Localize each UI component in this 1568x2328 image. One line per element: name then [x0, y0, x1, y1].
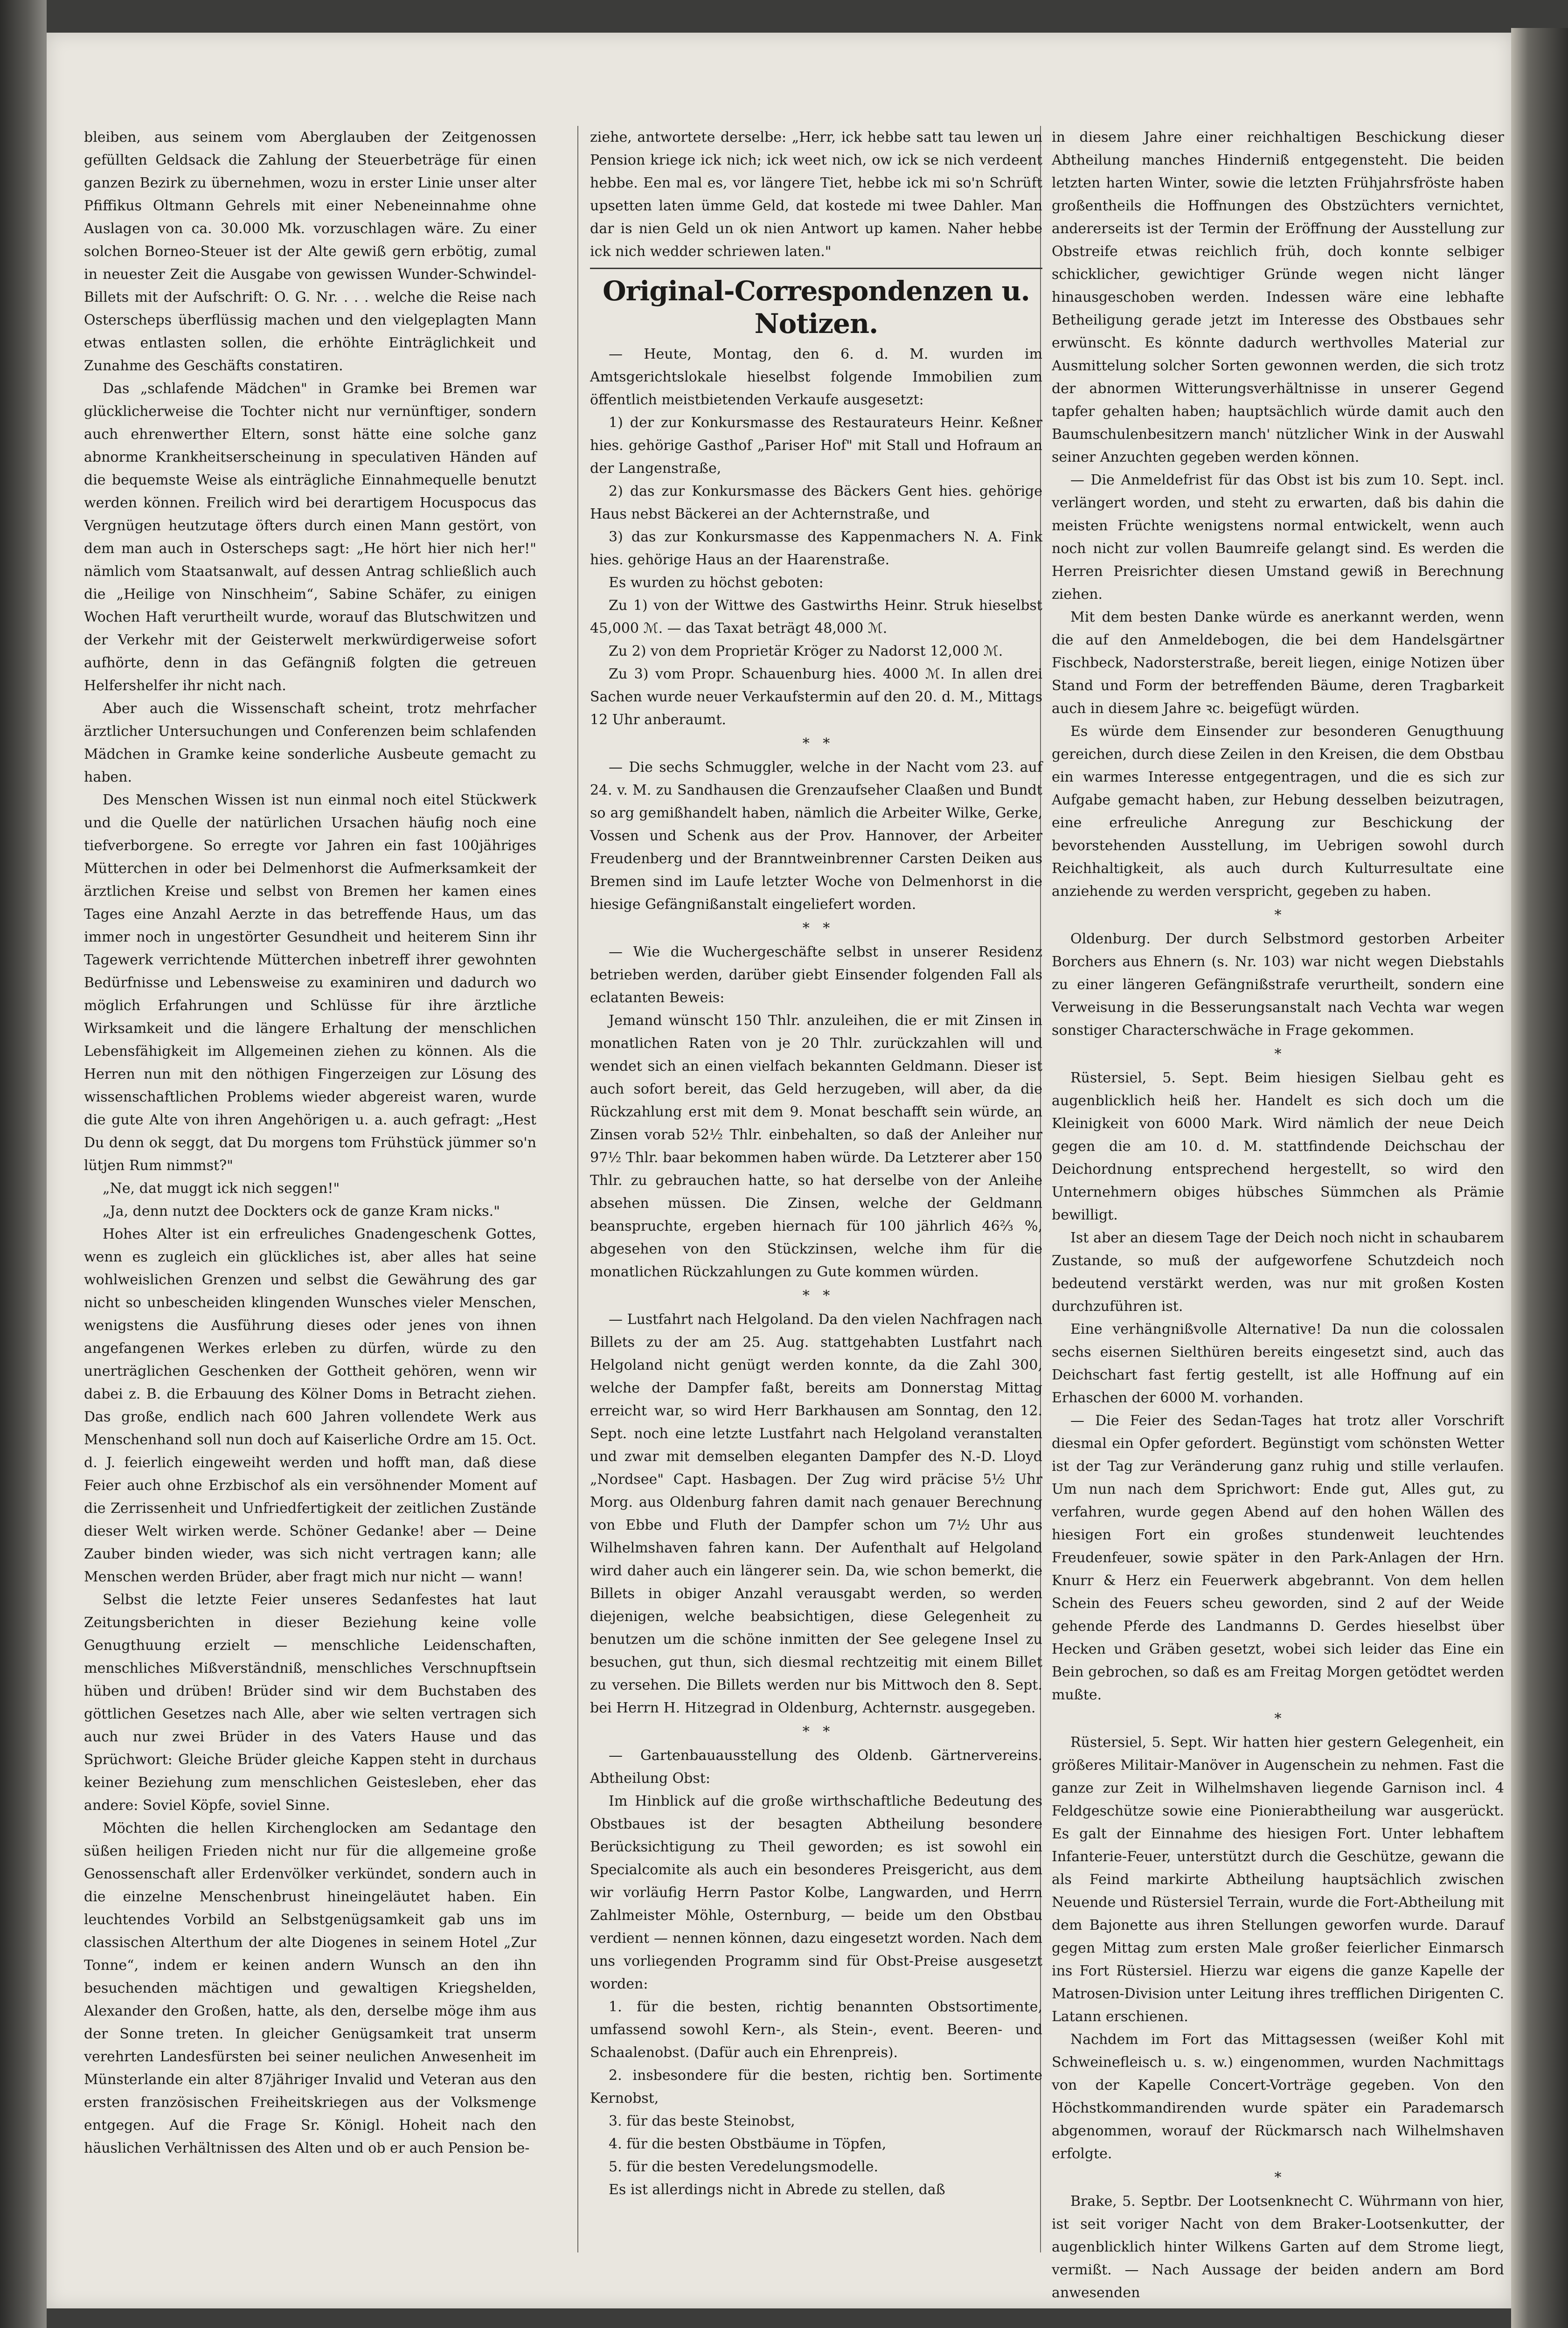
paragraph: Jemand wünscht 150 Thlr. anzuleihen, die er mit Zinsen in monatlichen Raten von je 20 Thlr. zurückzahlen will und wendet sich an einen vielfach bekannten Geldmann. Dieser ist auch sofort bereit, das Geld herzugeben, will aber, da die Rückzahlung erst mit dem 9. Monat beschafft sein würde, an Zinsen vorab 52½ Thlr. einbehalten, so daß der Anleiher nur 97½ Thlr. baar bekommen haben würde. Da Letzterer aber 150 Thlr. zu gebrauchen hatte, so hat derselbe von der Anleihe absehen müssen. Die Zinsen, welche der Geldmann beanspruchte, ergeben hiernach für 100 jährlich 46⅔ %, abgesehen von den Stückzinsen, welche ihm für die monatlichen Rückzahlungen zu Gute kommen würden. [590, 1012, 1042, 1280]
column-rule [577, 126, 578, 2252]
column-left [84, 126, 536, 2252]
paragraph: Nachdem im Fort das Mittagsessen (weißer Kohl mit Schweinefleisch u. s. w.) eingenommen, wurden Nachmittags von der Kapelle Concert-Vorträge gegeben. Von den Höchstkommandirenden wurde später ein Parademarsch abgenommen, worauf der Rückmarsch nach Wilhelmshaven erfolgte. [1052, 2031, 1504, 2162]
paragraph: Zu 1) von der Wittwe des Gastwirths Heinr. Struk hieselbst 45,000 ℳ. — das Taxat beträgt 48,000 ℳ. [590, 597, 1042, 637]
paragraph: — Die Feier des Sedan-Tages hat trotz aller Vorschrift diesmal ein Opfer gefordert. Begünstigt vom schönsten Wetter ist der Tag zur Veränderung ganz ruhig und stille verlaufen. Um nun nach dem Sprichwort: Ende gut, Alles gut, zu verfahren, wurde gegen Abend auf den hohen Wällen des hiesigen Fort ein großes stundenweit leuchtendes Freudenfeuer, sowie später in den Park-Anlagen der Hrn. Knurr & Herz ein Feuerwerk abgebrannt. Von dem hellen Schein des Feuers scheu geworden, sind 2 auf der Weide gehende Pferde des Landmanns D. Gerdes hieselbst über Hecken und Gräben gesetzt, wobei sich leider das Eine ein Bein gebrochen, so daß es am Freitag Morgen getödtet werden mußte. [1052, 1413, 1504, 1703]
paragraph: Mit dem besten Danke würde es anerkannt werden, wenn die auf den Anmeldebogen, die bei dem Handelsgärtner Fischbeck, Nadorsterstraße, bereit liegen, einige Notizen über Stand und Form der betreffenden Bäume, deren Tragbarkeit auch in diesem Jahre ꝛc. beigefügt würden. [1052, 609, 1504, 717]
list-item: 2) das zur Konkursmasse des Bäckers Gent hies. gehörige Haus nebst Bäckerei an der Achternstraße, und [590, 483, 1042, 522]
paragraph: Ist aber an diesem Tage der Deich noch nicht in schaubarem Zustande, so muß der aufgeworfene Schutzdeich noch bedeutend verstärkt werden, was nur mit großen Kosten durchzuführen ist. [1052, 1230, 1504, 1315]
paragraph: — Gartenbauausstellung des Oldenb. Gärtnervereins. Abtheilung Obst: [590, 1747, 1042, 1787]
paragraph: Eine verhängnißvolle Alternative! Da nun die colossalen sechs eisernen Sielthüren bereits eingesetzt sind, auch das Deichschart fast fertig gestellt, ist alle Hoffnung auf ein Erhaschen der 6000 M. vorhanden. [1052, 1321, 1504, 1406]
paragraph: Rüstersiel, 5. Sept. Wir hatten hier gestern Gelegenheit, ein größeres Militair-Manöver in Augenschein zu nehmen. Fast die ganze zur Zeit in Wilhelmshaven liegende Garnison incl. 4 Feldgeschütze sowie eine Pionierabtheilung war ausgerückt. Es galt der Einnahme des hiesigen Fort. Unter lebhaftem Infanterie-Feuer, unterstützt durch die Geschütze, gewann die als Feind markirte Abtheilung hauptsächlich zwischen Neuende und Rüstersiel Terrain, wurde die Fort-Abtheilung mit dem Bajonette aus ihren Stellungen geworfen wurde. Darauf gegen Mittag zum ersten Male großer feierlicher Einmarsch ins Fort Rüstersiel. Hierzu war eigens die ganze Kapelle der Matrosen-Division unter Leitung ihres trefflichen Dirigenten C. Latann erschienen. [1052, 1734, 1504, 2025]
book-spine [0, 0, 47, 2328]
paragraph: Brake, 5. Septbr. Der Lootsenknecht C. Wührmann von hier, ist seit voriger Nacht von dem Braker-Lootsenkutter, der augenblicklich hinter Wilkens Garten auf dem Strome liegt, vermißt. — Nach Aussage der beiden andern am Bord anwesenden [1052, 2193, 1504, 2301]
paragraph: — Die sechs Schmuggler, welche in der Nacht vom 23. auf 24. v. M. zu Sandhausen die Grenzaufseher Claaßen und Bundt so arg gemißhandelt haben, nämlich die Arbeiter Wilke, Gerke, Vossen und Schenk aus der Prov. Hannover, der Arbeiter Freudenberg und der Branntweinbrenner Carsten Deiken aus Bremen sind im Laufe letzter Woche von Delmenhorst in die hiesige Gefängnißanstalt eingeliefert worden. [590, 759, 1042, 913]
paragraph: ziehe, antwortete derselbe: „Herr, ick hebbe satt tau lewen un Pension kriege ick nich; ick weet nich, ow ick se nich verdeent hebbe. Een mal es, vor längere Tiet, hebbe ick mi so'n Schrüft upsetten laten ümme Geld, dat kostede mi twee Dahler. Man dar is nien Geld un ok nien Antwort up kamen. Naher hebbe ick nich wedder schriewen laten." [590, 129, 1042, 260]
paragraph: Oldenburg. Der durch Selbstmord gestorben Arbeiter Borchers aus Ehnern (s. Nr. 103) war nicht wegen Diebstahls zu einer längeren Gefängnißstrafe verurtheilt, sondern eine Verweisung in die Besserungsanstalt nach Vechta war wegen sonstiger Characterschwäche in Frage gekommen. [1052, 931, 1504, 1039]
column-right [1052, 126, 1504, 2301]
list-item: 2. insbesondere für die besten, richtig ben. Sortimente Kernobst, [590, 2067, 1042, 2106]
separator-asterisk: * * [802, 735, 830, 752]
list-item: 4. für die besten Obstbäume in Töpfen, [609, 2136, 887, 2152]
list-item: 5. für die besten Veredelungsmodelle. [609, 2159, 879, 2175]
separator-asterisk: * [1274, 1046, 1282, 1062]
separator-asterisk: * [1274, 2169, 1282, 2186]
paragraph: Möchten die hellen Kirchenglocken am Sedantage den süßen heiligen Frieden nicht nur für die allgemeine große Genossenschaft aller Erdenvölker verkündet, sondern auch in die einzelne Menschenbrust hineingeläutet haben. Ein leuchtendes Vorbild an Selbstgenügsamkeit gab uns im classischen Alterthum der alte Diogenes in seinem Hotel „Zur Tonne“, indem er keinen andern Wunsch an den ihn besuchenden mächtigen und gewaltigen Kriegshelden, Alexander den Großen, hatte, als den, derselbe möge ihm aus der Sonne treten. In gleicher Genügsamkeit trat unserm verehrten Landesfürsten bei seiner neulichen Anwesenheit im Münsterlande ein alter 87jähriger Invalid und Veteran aus den ersten französischen Freiheitskriegen aus der Volksmenge entgegen. Auf die Frage Sr. Königl. Hoheit nach den häuslichen Verhältnissen des Alten und ob er auch Pension be- [84, 1820, 536, 2156]
paragraph: „Ja, denn nutzt dee Dockters ock de ganze Kram nicks." [103, 1203, 500, 1219]
paragraph: — Wie die Wuchergeschäfte selbst in unserer Residenz betrieben werden, darüber giebt Einsender folgenden Fall als eclatanten Beweis: [590, 944, 1042, 1006]
list-item: 3) das zur Konkursmasse des Kappenmachers N. A. Fink hies. gehörige Haus an der Haarenstraße. [590, 529, 1042, 568]
list-item: 1. für die besten, richtig benannten Obstsortimente, umfassend sowohl Kern-, als Stein-, event. Beeren- und Schaalenobst. (Dafür auch ein Ehrenpreis). [590, 1999, 1042, 2061]
paragraph: bleiben, aus seinem vom Aberglauben der Zeitgenossen gefüllten Geldsack die Zahlung der Steuerbeträge für einen ganzen Bezirk zu übernehmen, wozu in erster Linie unser alter Pfiffikus Oltmann Gehrels mit einer Nebeneinnahme ohne Auslagen von ca. 30.000 Mk. vorzuschlagen wäre. Zu einer solchen Borneo-Steuer ist der Alte gewiß gern erbötig, zumal in neuester Zeit die Ausgabe von gewissen Wunder-Schwindel-Billets mit der Aufschrift: O. G. Nr. . . . welche die Reise nach Osterscheps überflüssig machen und den vielgeplagten Mann etwas entlasten sollen, die erhöhte Einträglichkeit und Zunahme des Geschäfts constatiren. [84, 129, 536, 374]
paragraph: Hohes Alter ist ein erfreuliches Gnadengeschenk Gottes, wenn es zugleich ein glückliches ist, aber alles hat seine wohlweislichen Grenzen und selbst die Gewährung des gar nicht so unbescheiden klingenden Wunsches vieler Menschen, wenigstens die Ausführung dieses oder jenes von ihnen angefangenen Werkes erleben zu dürfen, würde zu den unerträglichen Geschenken der Gottheit gehören, wenn wir dabei z. B. die Erbauung des Kölner Doms in Betracht ziehen. Das große, endlich nach 600 Jahren vollendete Werk aus Menschenhand soll nun doch auf Kaiserliche Ordre am 15. Oct. d. J. feierlich eingeweiht werden und hofft man, daß diese Feier auch ohne Erzbischof als ein versöhnender Moment auf die Zerrissenheit und Unfriedfertigkeit der zeitlichen Zustände dieser Welt wirken werde. Schöner Gedanke! aber — Deine Zauber binden wieder, was sich nicht vertragen kann; alle Menschen werden Brüder, aber fragt mich nur nicht — wann! [84, 1226, 536, 1585]
section-rule [590, 268, 1042, 269]
paragraph: Im Hinblick auf die große wirthschaftliche Bedeutung des Obstbaues ist der besagten Abtheilung besondere Berücksichtigung zu Theil geworden; es ist sowohl ein Specialcomite als auch ein besonderes Preisgericht, aus dem wir vorläufig Herrn Pastor Kolbe, Langwarden, und Herrn Zahlmeister Möhle, Osternburg, — beide um den Obstbau verdient — nennen können, dazu eingesetzt worden. Nach dem uns vorliegenden Programm sind für Obst-Preise ausgesetzt worden: [590, 1793, 1042, 1992]
column-middle [590, 126, 1042, 2252]
paragraph: Aber auch die Wissenschaft scheint, trotz mehrfacher ärztlicher Untersuchungen und Conferenzen beim schlafenden Mädchen in Gramke keine sonderliche Ausbeute gemacht zu haben. [84, 700, 536, 785]
separator-asterisk: * [1274, 1711, 1282, 1727]
paragraph: Des Menschen Wissen ist nun einmal noch eitel Stückwerk und die Quelle der natürlichen Ursachen häufig noch eine tiefverborgene. So erregte vor Jahren ein fast 100jähriges Mütterchen in oder bei Delmenhorst die Aufmerksamkeit der ärztlichen Kreise und selbst von Bremen her kamen eines Tages eine Anzahl Aerzte in das betreffende Haus, um das immer noch in ungestörter Gesundheit und heiterem Sinn ihr Tagewerk verrichtende Mütterchen inbetreff ihrer gewohnten Bedürfnisse und Lebensweise zu examiniren und dadurch wo möglich Erfahrungen und Schlüsse für ihre ärztliche Wirksamkeit und die längere Erhaltung der menschlichen Lebensfähigkeit im Allgemeinen ziehen zu können. Als die Herren nun mit den nöthigen Fingerzeigen zur Lösung des wissenschaftlichen Problems wieder abgereist waren, wurde die gute Alte von ihren Angehörigen u. a. auch gefragt: „Hest Du denn ok seggt, dat Du morgens tom Frühstück jümmer so'n lütjen Rum nimmst?" [84, 792, 536, 1174]
list-item: 1) der zur Konkursmasse des Restaurateurs Heinr. Keßner hies. gehörige Gasthof „Pariser Hof" mit Stall und Hofraum an der Langenstraße, [590, 415, 1042, 477]
paragraph: Zu 2) von dem Proprietär Kröger zu Nadorst 12,000 ℳ. [609, 643, 1003, 659]
paragraph: Selbst die letzte Feier unseres Sedanfestes hat laut Zeitungsberichten in dieser Beziehung keine volle Genugthuung erzielt — menschliche Leidenschaften, menschliches Mißverständniß, menschliches Verschnupftsein hüben und drüben! Brüder sind wir dem Buchstaben des göttlichen Gesetzes nach Alle, aber wie selten vertragen sich auch nur zwei Brüder in des Vaters Hause und das Sprüchwort: Gleiche Brüder gleiche Kappen steht in durchaus keiner Beziehung zum menschlichen Geistesleben, eher das andere: Soviel Köpfe, soviel Sinne. [84, 1592, 536, 1814]
separator-asterisk: * * [802, 1724, 830, 1740]
paragraph: in diesem Jahre einer reichhaltigen Beschickung dieser Abtheilung manches Hinderniß entgegensteht. Die beiden letzten harten Winter, sowie die letzten Frühjahrsfröste haben großentheils die Hoffnungen des Obstzüchters vernichtet, andererseits ist der Termin der Eröffnung der Ausstellung zur Obstreife etwas reichlich früh, doch konnte selbiger schicklicher, gewichtiger Gründe wegen nicht länger hinausgeschoben werden. Indessen wäre eine lebhafte Betheiligung gerade jetzt im Interesse des Obstbaues sehr erwünscht. Es könnte dadurch werthvolles Material zur Ausmittelung solcher Sorten gewonnen werden, die sich trotz der abnormen Witterungsverhältnisse in unserer Gegend tapfer gehalten haben; hauptsächlich würde damit auch den Baumschulenbesitzern manch' nützlicher Wink in der Auswahl seiner Anzuchten gegeben werden können. [1052, 129, 1504, 465]
separator-asterisk: * * [802, 920, 830, 936]
paragraph: Das „schlafende Mädchen" in Gramke bei Bremen war glücklicherweise die Tochter nicht nur vernünftiger, sondern auch ehrenwerther Eltern, sonst hätte eine solche ganz abnorme Krankheitserscheinung in speculativen Händen auf die bequemste Weise als einträgliche Einnahmequelle benutzt werden können. Freilich wird bei derartigem Hocuspocus das Vergnügen heutzutage öfters durch einen Mann gestört, von dem man auch in Osterscheps sagt: „He hört hier nich her!" nämlich vom Staatsanwalt, auf dessen Antrag schließlich auch die „Heilige von Ninschheim“, Sabine Schäfer, zu einigen Wochen Haft verurtheilt wurde, worauf das Blutschwitzen und der Verkehr mit der Geisterwelt merkwürdigerweise sofort aufhörte, denn in das Gefängniß folgten die getreuen Helfershelfer ihr nicht nach. [84, 381, 536, 694]
paragraph: Es ist allerdings nicht in Abrede zu stellen, daß [609, 2182, 945, 2198]
separator-asterisk: * [1274, 907, 1282, 923]
paragraph: Es wurden zu höchst geboten: [609, 575, 824, 591]
separator-asterisk: * * [802, 1288, 830, 1304]
paragraph: — Die Anmeldefrist für das Obst ist bis zum 10. Sept. incl. verlängert worden, und steht zu erwarten, daß bis dahin die meisten Früchte wenigstens normal entwickelt, wenn auch noch nicht zur vollen Baumreife gelangt sind. Es werden die Herren Preisrichter diesen Umstand gewiß in Berechnung ziehen. [1052, 472, 1504, 603]
paragraph: Rüstersiel, 5. Sept. Beim hiesigen Sielbau geht es augenblicklich heiß her. Handelt es sich doch um die Kleinigkeit von 6000 Mark. Wird nämlich der neue Deich gegen die am 10. d. M. stattfindende Deichschau der Deichordnung entsprechend hergestellt, so wird den Unternehmern obiges hübsches Sümmchen als Prämie bewilligt. [1052, 1070, 1504, 1223]
section-heading: Original-Correspondenzen u. Notizen. [603, 275, 1030, 340]
paragraph: — Lustfahrt nach Helgoland. Da den vielen Nachfragen nach Billets zu der am 25. Aug. stattgehabten Lustfahrt nach Helgoland nicht genügt werden konnte, da die Zahl 300, welche der Dampfer faßt, bereits am Donnerstag Mittag erreicht war, so wird Herr Barkhausen am Sonntag, den 12. Sept. noch eine letzte Lustfahrt nach Helgoland veranstalten und zwar mit demselben eleganten Dampfer des N.-D. Lloyd „Nordsee" Capt. Hasbagen. Der Zug wird präcise 5½ Uhr Morg. aus Oldenburg fahren damit nach genauer Berechnung von Ebbe und Fluth der Dampfer schon um 7½ Uhr aus Wilhelmshaven fahren kann. Der Aufenthalt auf Helgoland wird daher auch ein längerer sein. Da, wie schon bemerkt, die Billets in obiger Anzahl verausgabt werden, so werden diejenigen, welche beabsichtigen, diese Gelegenheit zu benutzen um die schöne inmitten der See gelegene Insel zu besuchen, gut thun, sich diesmal rechtzeitig mit einem Billet zu versehen. Die Billets werden nur bis Mittwoch den 8. Sept. bei Herrn H. Hitzegrad in Oldenburg, Achternstr. ausgegeben. [590, 1311, 1042, 1716]
paragraph: „Ne, dat muggt ick nich seggen!" [103, 1180, 340, 1197]
paragraph: — Heute, Montag, den 6. d. M. wurden im Amtsgerichtslokale hieselbst folgende Immobilien zum öffentlich meistbietenden Verkaufe ausgesetzt: [590, 346, 1042, 408]
paragraph: Zu 3) vom Propr. Schauenburg hies. 4000 ℳ. In allen drei Sachen wurde neuer Verkaufstermin auf den 20. d. M., Mittags 12 Uhr anberaumt. [590, 666, 1042, 728]
list-item: 3. für das beste Steinobst, [609, 2113, 795, 2129]
page-edge [1511, 28, 1568, 2328]
paragraph: Es würde dem Einsender zur besonderen Genugthuung gereichen, durch diese Zeilen in den Kreisen, die dem Obstbau ein warmes Interesse entgegentragen, und die es sich zur Aufgabe gemacht haben, zur Hebung desselben beizutragen, eine erfreuliche Anregung zur Beschickung der bevorstehenden Ausstellung, im Uebrigen sowohl durch Reichhaltigkeit, als auch durch Kulturresultate eine anziehende zu werden verspricht, gegeben zu haben. [1052, 723, 1504, 900]
